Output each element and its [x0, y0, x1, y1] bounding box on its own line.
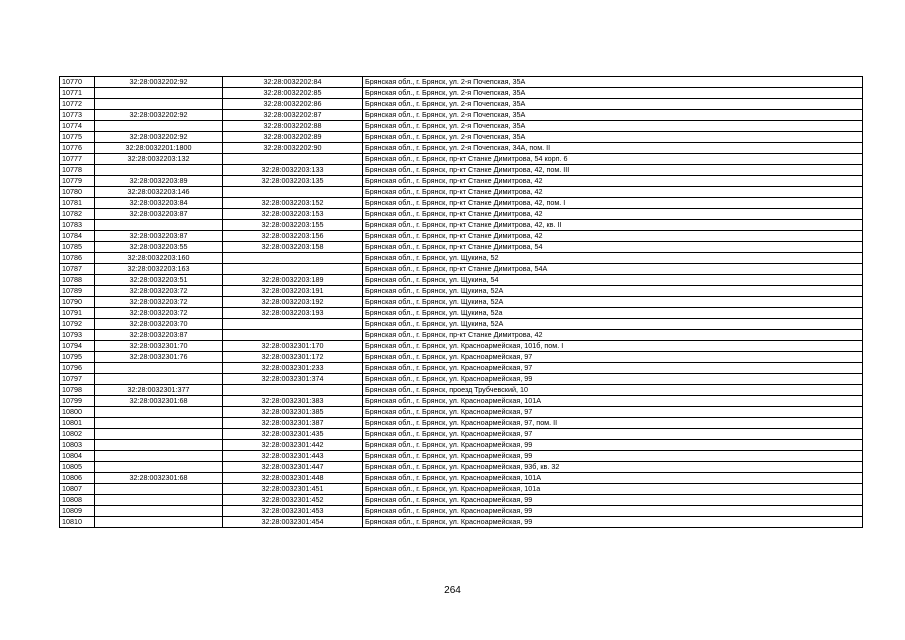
row-number-cell: 10781: [60, 198, 95, 209]
row-number-cell: 10789: [60, 286, 95, 297]
row-number-cell: 10785: [60, 242, 95, 253]
address-cell: Брянская обл., г. Брянск, проезд Трубчевский, 10: [363, 385, 863, 396]
table-row: [60, 341, 863, 352]
cadastral-number-cell: 32:28:0032301:387: [223, 418, 363, 429]
parent-cadastral-number-cell: [95, 407, 223, 418]
cadastral-number-cell: 32:28:0032301:385: [223, 407, 363, 418]
row-number-cell: 10805: [60, 462, 95, 473]
cadastral-number-cell: 32:28:0032203:133: [223, 165, 363, 176]
parent-cadastral-number-cell: 32:28:0032301:68: [95, 396, 223, 407]
address-cell: Брянская обл., г. Брянск, ул. Красноармейская, 101А: [363, 396, 863, 407]
cadastral-number-cell: 32:28:0032203:152: [223, 198, 363, 209]
cadastral-number-cell: 32:28:0032301:454: [223, 517, 363, 528]
table-row: [60, 187, 863, 198]
parent-cadastral-number-cell: 32:28:0032203:72: [95, 308, 223, 319]
table-row: [60, 110, 863, 121]
parent-cadastral-number-cell: 32:28:0032203:87: [95, 231, 223, 242]
row-number-cell: 10797: [60, 374, 95, 385]
address-cell: Брянская обл., г. Брянск, пр-кт Станке Димитрова, 54 корп. 6: [363, 154, 863, 165]
cadastral-number-cell: 32:28:0032301:233: [223, 363, 363, 374]
table-row: [60, 440, 863, 451]
address-cell: Брянская обл., г. Брянск, ул. 2-я Почепская, 34А, пом. II: [363, 143, 863, 154]
table-row: [60, 121, 863, 132]
row-number-cell: 10801: [60, 418, 95, 429]
row-number-cell: 10804: [60, 451, 95, 462]
parent-cadastral-number-cell: [95, 429, 223, 440]
parent-cadastral-number-cell: 32:28:0032203:51: [95, 275, 223, 286]
parent-cadastral-number-cell: [95, 121, 223, 132]
row-number-cell: 10770: [60, 77, 95, 88]
parent-cadastral-number-cell: 32:28:0032301:377: [95, 385, 223, 396]
address-cell: Брянская обл., г. Брянск, ул. Красноармейская, 93б, кв. 32: [363, 462, 863, 473]
row-number-cell: 10792: [60, 319, 95, 330]
address-cell: Брянская обл., г. Брянск, ул. Красноармейская, 99: [363, 517, 863, 528]
row-number-cell: 10800: [60, 407, 95, 418]
parent-cadastral-number-cell: [95, 363, 223, 374]
table-row: [60, 308, 863, 319]
cadastral-number-cell: 32:28:0032202:84: [223, 77, 363, 88]
parent-cadastral-number-cell: 32:28:0032203:55: [95, 242, 223, 253]
row-number-cell: 10798: [60, 385, 95, 396]
address-cell: Брянская обл., г. Брянск, ул. Красноармейская, 99: [363, 451, 863, 462]
row-number-cell: 10772: [60, 99, 95, 110]
row-number-cell: 10802: [60, 429, 95, 440]
parent-cadastral-number-cell: [95, 495, 223, 506]
cadastral-number-cell: 32:28:0032203:191: [223, 286, 363, 297]
table-row: [60, 517, 863, 528]
address-cell: Брянская обл., г. Брянск, ул. Красноармейская, 101а: [363, 484, 863, 495]
row-number-cell: 10795: [60, 352, 95, 363]
table-row: [60, 132, 863, 143]
cadastral-number-cell: [223, 187, 363, 198]
row-number-cell: 10773: [60, 110, 95, 121]
parent-cadastral-number-cell: 32:28:0032202:92: [95, 77, 223, 88]
table-row: [60, 242, 863, 253]
cadastral-number-cell: 32:28:0032301:170: [223, 341, 363, 352]
parent-cadastral-number-cell: [95, 440, 223, 451]
row-number-cell: 10776: [60, 143, 95, 154]
cadastral-number-cell: 32:28:0032301:442: [223, 440, 363, 451]
table-row: [60, 275, 863, 286]
address-cell: Брянская обл., г. Брянск, пр-кт Станке Димитрова, 42, пом. III: [363, 165, 863, 176]
table-row: [60, 176, 863, 187]
cadastral-number-cell: 32:28:0032203:192: [223, 297, 363, 308]
address-cell: Брянская обл., г. Брянск, ул. Красноармейская, 101б, пом. I: [363, 341, 863, 352]
cadastral-number-cell: 32:28:0032203:153: [223, 209, 363, 220]
row-number-cell: 10774: [60, 121, 95, 132]
row-number-cell: 10796: [60, 363, 95, 374]
address-cell: Брянская обл., г. Брянск, пр-кт Станке Димитрова, 42, кв. II: [363, 220, 863, 231]
address-cell: Брянская обл., г. Брянск, ул. Щукина, 52А: [363, 286, 863, 297]
address-cell: Брянская обл., г. Брянск, ул. Красноармейская, 97: [363, 352, 863, 363]
table-row: [60, 495, 863, 506]
address-cell: Брянская обл., г. Брянск, ул. 2-я Почепская, 35А: [363, 77, 863, 88]
address-cell: Брянская обл., г. Брянск, ул. Красноармейская, 97: [363, 363, 863, 374]
table-row: [60, 319, 863, 330]
table-row: [60, 88, 863, 99]
address-cell: Брянская обл., г. Брянск, ул. Щукина, 52: [363, 253, 863, 264]
cadastral-number-cell: [223, 330, 363, 341]
row-number-cell: 10786: [60, 253, 95, 264]
parent-cadastral-number-cell: 32:28:0032203:87: [95, 209, 223, 220]
row-number-cell: 10778: [60, 165, 95, 176]
table-row: [60, 154, 863, 165]
address-cell: Брянская обл., г. Брянск, ул. Красноармейская, 97: [363, 407, 863, 418]
table-row: [60, 330, 863, 341]
address-cell: Брянская обл., г. Брянск, пр-кт Станке Димитрова, 42: [363, 176, 863, 187]
cadastral-number-cell: 32:28:0032301:374: [223, 374, 363, 385]
parent-cadastral-number-cell: 32:28:0032301:68: [95, 473, 223, 484]
row-number-cell: 10787: [60, 264, 95, 275]
cadastral-number-cell: 32:28:0032301:172: [223, 352, 363, 363]
cadastral-number-cell: 32:28:0032301:451: [223, 484, 363, 495]
parent-cadastral-number-cell: 32:28:0032203:160: [95, 253, 223, 264]
parent-cadastral-number-cell: [95, 506, 223, 517]
address-cell: Брянская обл., г. Брянск, ул. 2-я Почепская, 35А: [363, 121, 863, 132]
row-number-cell: 10775: [60, 132, 95, 143]
row-number-cell: 10771: [60, 88, 95, 99]
parent-cadastral-number-cell: 32:28:0032203:72: [95, 286, 223, 297]
parent-cadastral-number-cell: [95, 451, 223, 462]
row-number-cell: 10793: [60, 330, 95, 341]
row-number-cell: 10799: [60, 396, 95, 407]
row-number-cell: 10803: [60, 440, 95, 451]
cadastral-number-cell: 32:28:0032301:383: [223, 396, 363, 407]
cadastral-number-cell: 32:28:0032202:89: [223, 132, 363, 143]
table-row: [60, 374, 863, 385]
row-number-cell: 10806: [60, 473, 95, 484]
row-number-cell: 10794: [60, 341, 95, 352]
address-cell: Брянская обл., г. Брянск, ул. Красноармейская, 101А: [363, 473, 863, 484]
parent-cadastral-number-cell: [95, 517, 223, 528]
parent-cadastral-number-cell: 32:28:0032203:89: [95, 176, 223, 187]
address-cell: Брянская обл., г. Брянск, пр-кт Станке Димитрова, 54А: [363, 264, 863, 275]
row-number-cell: 10779: [60, 176, 95, 187]
cadastral-number-cell: 32:28:0032203:156: [223, 231, 363, 242]
parent-cadastral-number-cell: [95, 374, 223, 385]
address-cell: Брянская обл., г. Брянск, ул. Красноармейская, 99: [363, 440, 863, 451]
row-number-cell: 10780: [60, 187, 95, 198]
row-number-cell: 10788: [60, 275, 95, 286]
address-cell: Брянская обл., г. Брянск, ул. Щукина, 52А: [363, 319, 863, 330]
cadastral-number-cell: 32:28:0032301:447: [223, 462, 363, 473]
row-number-cell: 10807: [60, 484, 95, 495]
row-number-cell: 10809: [60, 506, 95, 517]
parent-cadastral-number-cell: 32:28:0032203:84: [95, 198, 223, 209]
parent-cadastral-number-cell: [95, 418, 223, 429]
cadastral-number-cell: [223, 385, 363, 396]
table-row: [60, 165, 863, 176]
parent-cadastral-number-cell: 32:28:0032301:70: [95, 341, 223, 352]
address-cell: Брянская обл., г. Брянск, ул. 2-я Почепская, 35А: [363, 110, 863, 121]
address-cell: Брянская обл., г. Брянск, ул. Щукина, 54: [363, 275, 863, 286]
address-cell: Брянская обл., г. Брянск, ул. Красноармейская, 97, пом. II: [363, 418, 863, 429]
address-cell: Брянская обл., г. Брянск, ул. Красноармейская, 99: [363, 374, 863, 385]
parent-cadastral-number-cell: 32:28:0032203:132: [95, 154, 223, 165]
table-row: [60, 231, 863, 242]
row-number-cell: 10790: [60, 297, 95, 308]
cadastral-number-cell: 32:28:0032202:88: [223, 121, 363, 132]
parent-cadastral-number-cell: 32:28:0032203:163: [95, 264, 223, 275]
cadastral-number-cell: 32:28:0032202:90: [223, 143, 363, 154]
cadastral-number-cell: 32:28:0032203:158: [223, 242, 363, 253]
cadastral-number-cell: 32:28:0032202:86: [223, 99, 363, 110]
table-row: [60, 220, 863, 231]
address-cell: Брянская обл., г. Брянск, ул. Щукина, 52А: [363, 297, 863, 308]
table-row: [60, 143, 863, 154]
parent-cadastral-number-cell: 32:28:0032202:92: [95, 110, 223, 121]
table-row: [60, 264, 863, 275]
cadastral-number-cell: 32:28:0032301:453: [223, 506, 363, 517]
table-row: [60, 77, 863, 88]
cadastral-number-cell: 32:28:0032202:85: [223, 88, 363, 99]
parent-cadastral-number-cell: [95, 462, 223, 473]
cadastral-number-cell: 32:28:0032301:452: [223, 495, 363, 506]
table-body: [60, 77, 863, 528]
address-cell: Брянская обл., г. Брянск, ул. Щукина, 52а: [363, 308, 863, 319]
cadastral-number-cell: 32:28:0032203:189: [223, 275, 363, 286]
parent-cadastral-number-cell: 32:28:0032203:87: [95, 330, 223, 341]
table-row: [60, 99, 863, 110]
table-row: [60, 385, 863, 396]
address-cell: Брянская обл., г. Брянск, ул. 2-я Почепская, 35А: [363, 132, 863, 143]
parent-cadastral-number-cell: [95, 484, 223, 495]
address-cell: Брянская обл., г. Брянск, пр-кт Станке Димитрова, 42, пом. I: [363, 198, 863, 209]
table-row: [60, 429, 863, 440]
address-cell: Брянская обл., г. Брянск, ул. Красноармейская, 99: [363, 495, 863, 506]
cadastral-number-cell: 32:28:0032301:443: [223, 451, 363, 462]
address-cell: Брянская обл., г. Брянск, пр-кт Станке Димитрова, 42: [363, 209, 863, 220]
row-number-cell: 10791: [60, 308, 95, 319]
table-row: [60, 407, 863, 418]
cadastral-number-cell: 32:28:0032301:435: [223, 429, 363, 440]
parent-cadastral-number-cell: 32:28:0032202:92: [95, 132, 223, 143]
row-number-cell: 10810: [60, 517, 95, 528]
table-row: [60, 352, 863, 363]
table-row: [60, 462, 863, 473]
table-row: [60, 286, 863, 297]
table-row: [60, 473, 863, 484]
table-row: [60, 506, 863, 517]
table-row: [60, 297, 863, 308]
page-number: 264: [444, 585, 461, 596]
row-number-cell: 10784: [60, 231, 95, 242]
parent-cadastral-number-cell: [95, 99, 223, 110]
address-cell: Брянская обл., г. Брянск, пр-кт Станке Димитрова, 42: [363, 330, 863, 341]
address-cell: Брянская обл., г. Брянск, пр-кт Станке Димитрова, 42: [363, 187, 863, 198]
table-row: [60, 363, 863, 374]
parent-cadastral-number-cell: 32:28:0032203:146: [95, 187, 223, 198]
parent-cadastral-number-cell: 32:28:0032301:76: [95, 352, 223, 363]
address-cell: Брянская обл., г. Брянск, ул. 2-я Почепская, 35А: [363, 88, 863, 99]
parent-cadastral-number-cell: 32:28:0032203:70: [95, 319, 223, 330]
table-row: [60, 396, 863, 407]
address-cell: Брянская обл., г. Брянск, ул. Красноармейская, 97: [363, 429, 863, 440]
table-row: [60, 484, 863, 495]
table-row: [60, 418, 863, 429]
parent-cadastral-number-cell: 32:28:0032203:72: [95, 297, 223, 308]
cadastral-table: [59, 76, 863, 528]
row-number-cell: 10808: [60, 495, 95, 506]
table-row: [60, 198, 863, 209]
row-number-cell: 10783: [60, 220, 95, 231]
address-cell: Брянская обл., г. Брянск, пр-кт Станке Димитрова, 42: [363, 231, 863, 242]
cadastral-number-cell: 32:28:0032203:135: [223, 176, 363, 187]
cadastral-number-cell: 32:28:0032202:87: [223, 110, 363, 121]
table-row: [60, 253, 863, 264]
row-number-cell: 10782: [60, 209, 95, 220]
cadastral-number-cell: [223, 253, 363, 264]
table-row: [60, 209, 863, 220]
address-cell: Брянская обл., г. Брянск, ул. Красноармейская, 99: [363, 506, 863, 517]
parent-cadastral-number-cell: [95, 88, 223, 99]
cadastral-number-cell: 32:28:0032301:448: [223, 473, 363, 484]
row-number-cell: 10777: [60, 154, 95, 165]
cadastral-number-cell: [223, 319, 363, 330]
cadastral-number-cell: [223, 154, 363, 165]
parent-cadastral-number-cell: 32:28:0032201:1800: [95, 143, 223, 154]
cadastral-number-cell: 32:28:0032203:193: [223, 308, 363, 319]
cadastral-number-cell: 32:28:0032203:155: [223, 220, 363, 231]
parent-cadastral-number-cell: [95, 220, 223, 231]
address-cell: Брянская обл., г. Брянск, ул. 2-я Почепская, 35А: [363, 99, 863, 110]
cadastral-number-cell: [223, 264, 363, 275]
parent-cadastral-number-cell: [95, 165, 223, 176]
address-cell: Брянская обл., г. Брянск, пр-кт Станке Димитрова, 54: [363, 242, 863, 253]
table-row: [60, 451, 863, 462]
